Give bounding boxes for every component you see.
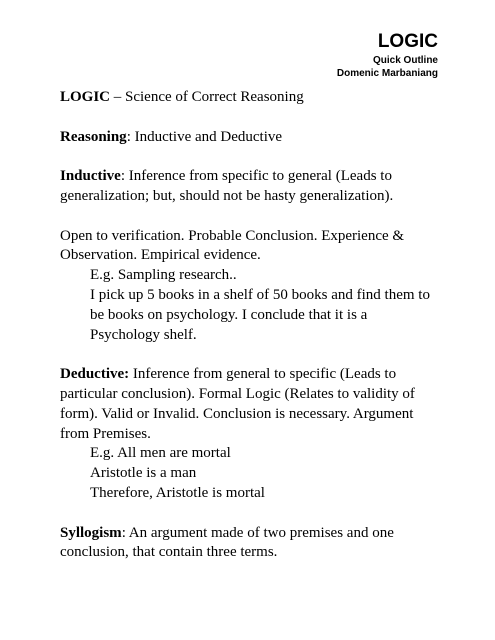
syllogism-term: Syllogism [60, 524, 122, 541]
inductive-example-line: I pick up 5 books in a shelf of 50 books and find them to be books on psychology. I conclude that it is a Psychology shelf. [90, 286, 430, 343]
syllogism-definition [60, 524, 440, 564]
deductive-example-line: E.g. All men are mortal [90, 445, 231, 462]
document-body [60, 88, 440, 583]
reasoning-definition [60, 128, 440, 148]
document-header [337, 30, 438, 80]
deductive-definition [60, 365, 440, 444]
inductive-text: : Inference from specific to general (Leads to generalization; but, should not be hasty generalization). [60, 168, 394, 204]
open-verification-paragraph: Open to verification. Probable Conclusion. Experience & Observation. Empirical evidence. [60, 227, 405, 264]
reasoning-term: Reasoning [60, 128, 127, 145]
inductive-definition [60, 167, 440, 207]
document-title: LOGIC [377, 31, 438, 52]
document-subtitle: Quick Outline [372, 55, 438, 66]
logic-term: LOGIC [60, 89, 111, 105]
inductive-example-block [60, 266, 440, 345]
logic-text: – Science of Correct Reasoning [110, 89, 304, 105]
inductive-term: Inductive [60, 168, 121, 185]
document-author: Domenic Marbaniang [336, 68, 438, 79]
deductive-example-line: Aristotle is a man [90, 465, 197, 482]
logic-definition [60, 88, 440, 108]
deductive-example-block [60, 444, 440, 503]
syllogism-text: : An argument made of two premises and one conclusion, that contain three terms. [60, 524, 394, 561]
deductive-term: Deductive: [60, 366, 130, 383]
deductive-example-line: Therefore, Aristotle is mortal [90, 484, 265, 501]
reasoning-text: : Inductive and Deductive [126, 128, 283, 145]
inductive-example-line: E.g. Sampling research.. [90, 267, 237, 284]
deductive-text: Inference from general to specific (Leads to particular conclusion). Formal Logic (Relates to validity of form). Valid or Invalid. Conclusion is necessary. Argument from Premises. [60, 366, 415, 442]
